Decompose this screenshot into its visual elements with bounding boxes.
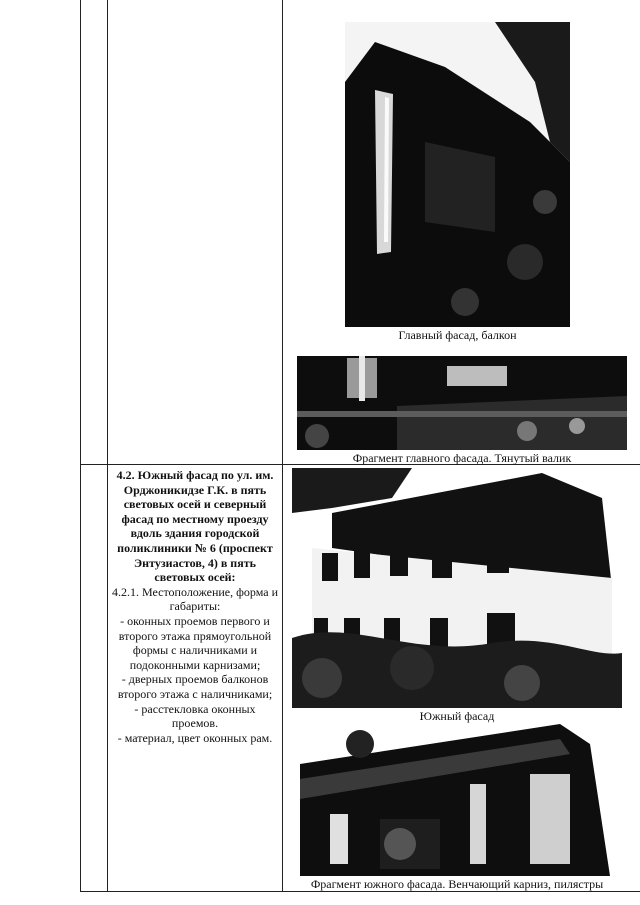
photo-south-facade bbox=[292, 468, 622, 708]
caption-main-facade-balcony: Главный фасад, балкон bbox=[398, 328, 517, 342]
photo-main-facade-fragment bbox=[297, 356, 627, 450]
table-divider-col1 bbox=[107, 0, 108, 892]
element-item-windows: - оконных проемов первого и второго этажа прямоугольной формы с наличниками и подоконными карнизами; bbox=[118, 613, 272, 672]
caption-main-facade-fragment: Фрагмент главного фасада. Тянутый валик bbox=[352, 451, 572, 465]
table-divider-col2 bbox=[282, 0, 283, 892]
caption-south-facade: Южный фасад bbox=[419, 709, 495, 723]
element-item-glazing: - расстекловка оконных проемов. bbox=[134, 701, 256, 731]
caption-south-facade-cornice: Фрагмент южного фасада. Венчающий карниз, пилястры bbox=[310, 877, 604, 891]
element-item-balcony-doors: - дверных проемов балконов второго этажа с наличниками; bbox=[117, 672, 273, 701]
photo-south-facade-cornice bbox=[300, 724, 610, 876]
photo-main-facade-balcony bbox=[345, 22, 570, 327]
table-border-left bbox=[80, 0, 81, 892]
section-4-2-text bbox=[110, 468, 280, 745]
element-item-frame-material: - материал, цвет оконных рам. bbox=[117, 730, 273, 745]
section-4-2-1-subheading: 4.2.1. Местоположение, форма и габариты: bbox=[112, 584, 278, 614]
section-4-2-heading: 4.2. Южный фасад по ул. им. Орджоникидзе Г.К. в пять световых осей и северный фасад по местному проезду вдоль здания городской поликлиники № 6 (проспект Энтузиастов, 4) в пять световых осей: bbox=[116, 468, 274, 585]
